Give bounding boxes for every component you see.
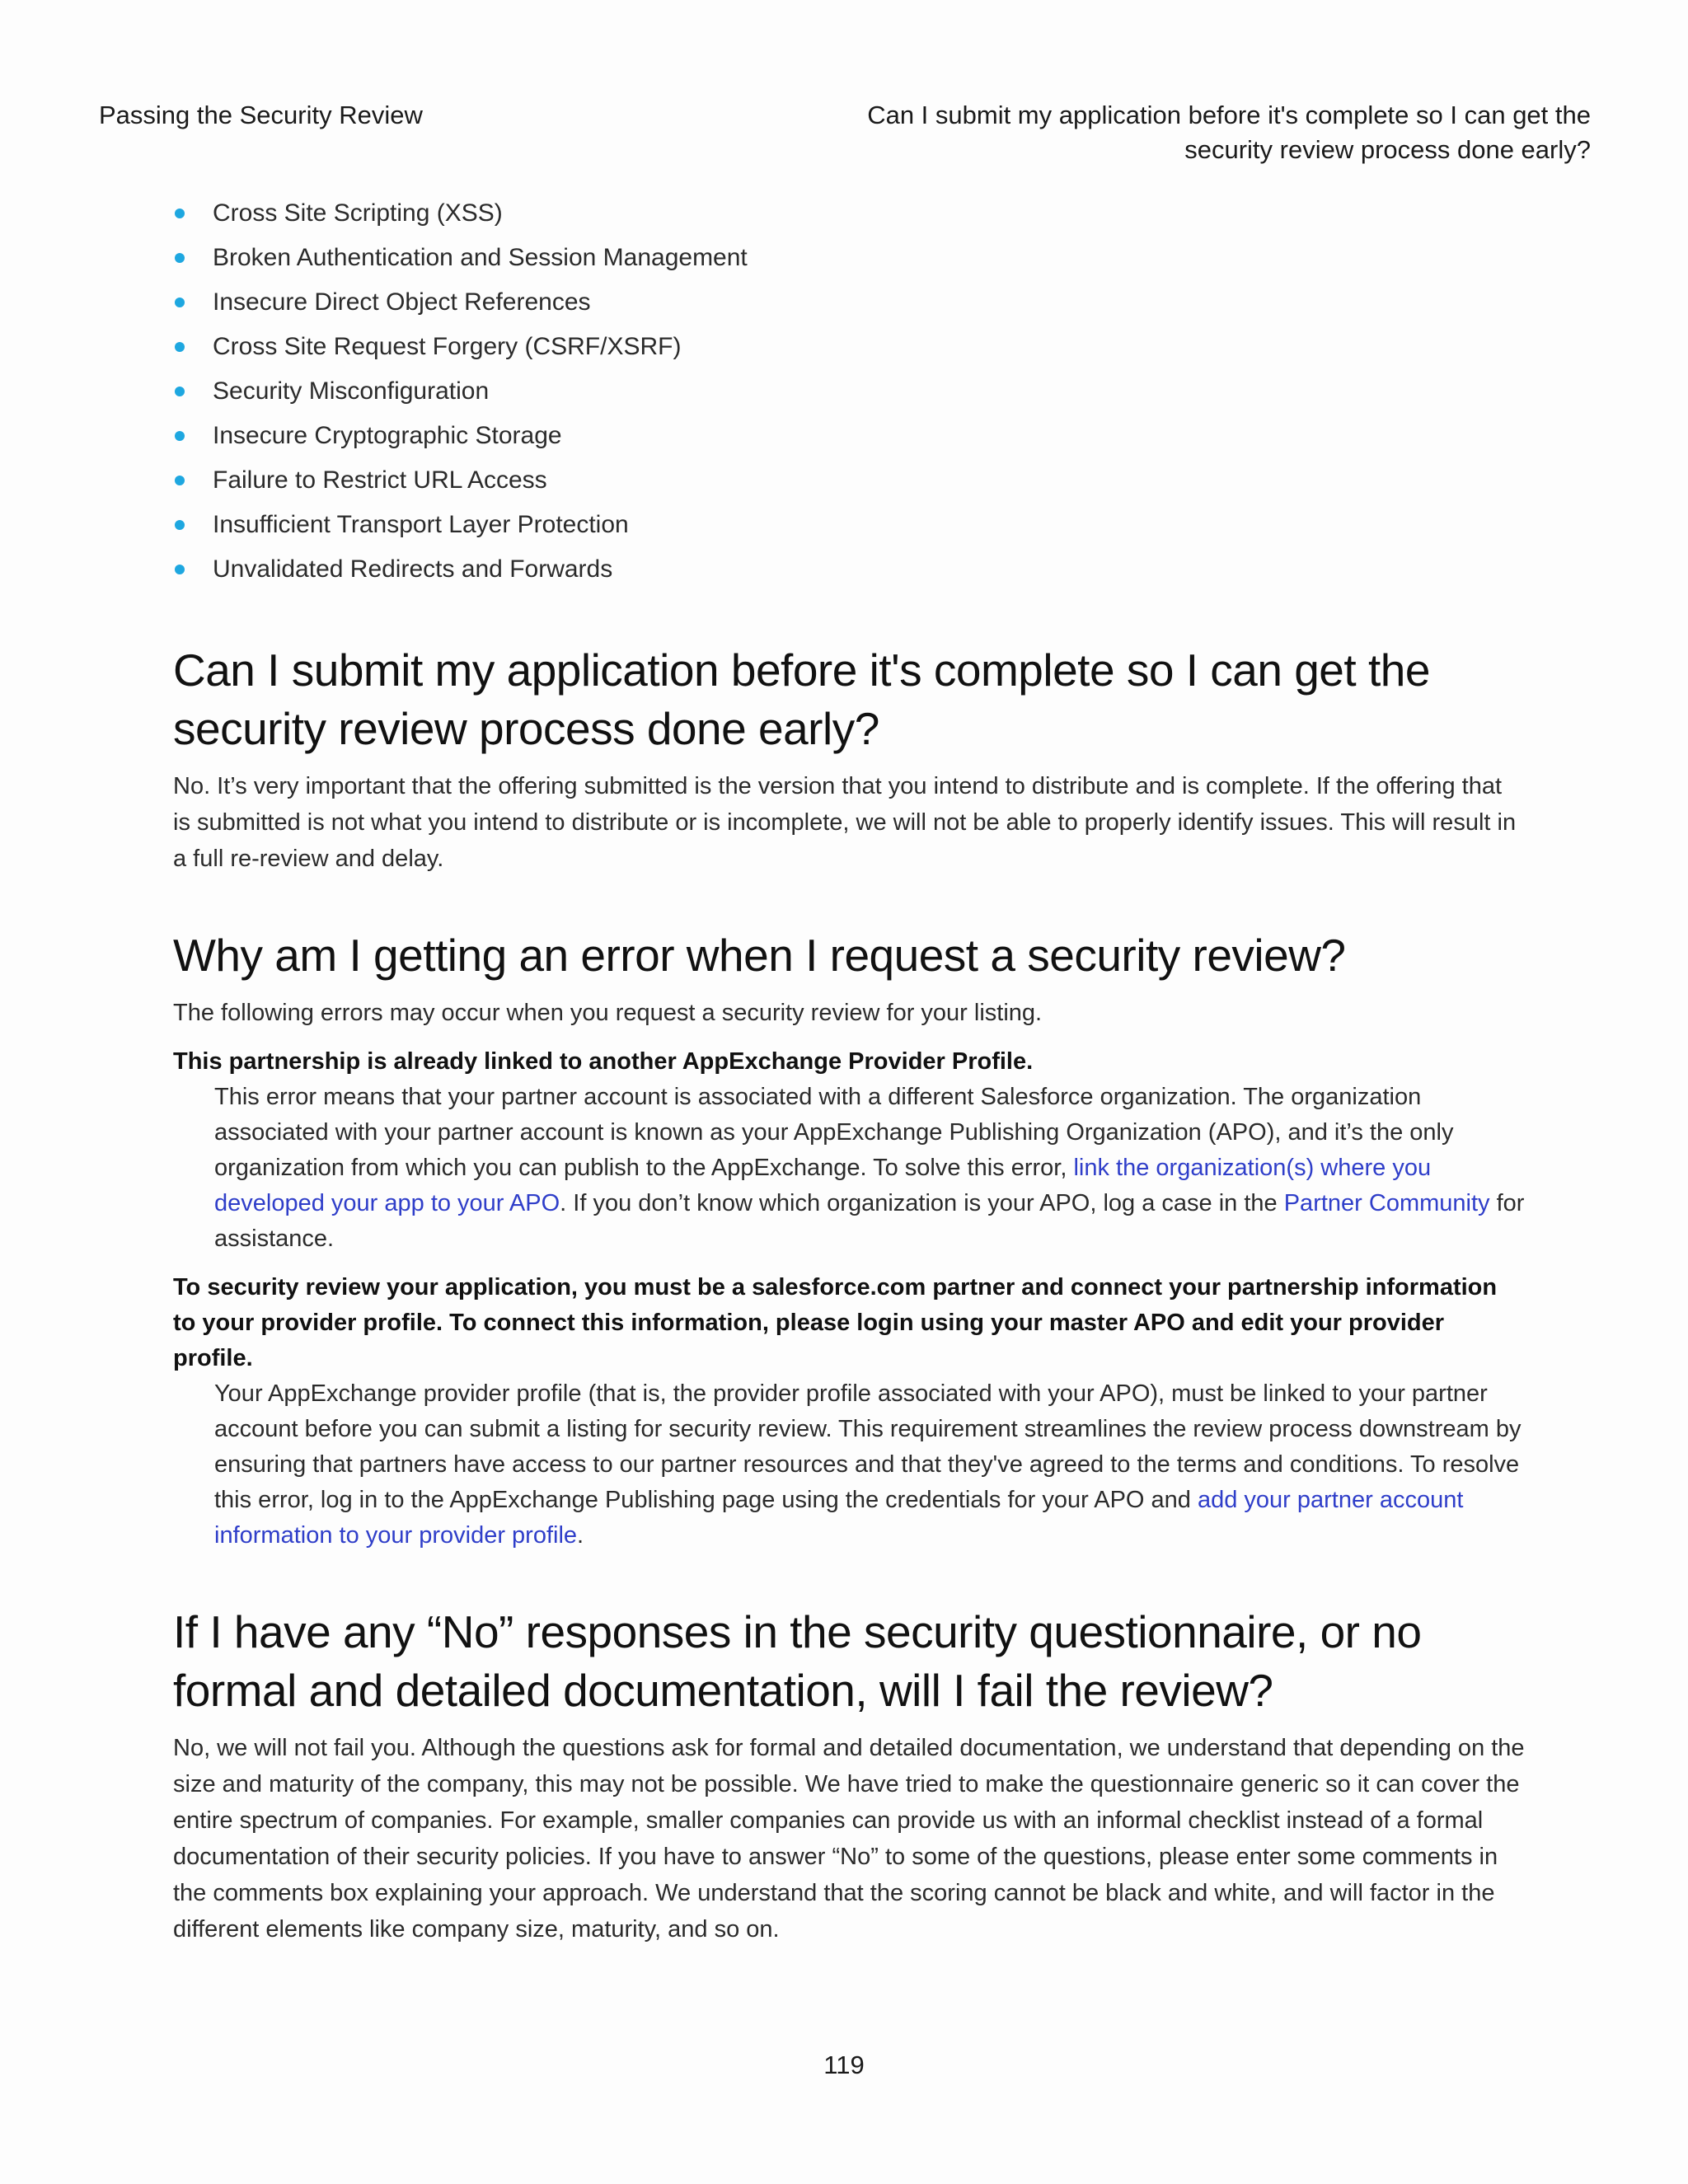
bullet-icon — [175, 476, 185, 485]
bullet-icon — [175, 298, 185, 307]
bullet-icon — [175, 565, 185, 574]
definition-text: . If you don’t know which organization is your APO, log a case in the — [560, 1190, 1284, 1216]
list-item-text: Insufficient Transport Layer Protection — [213, 511, 629, 538]
vulnerability-list — [173, 191, 1525, 592]
link-organization-to-apo[interactable]: link the organization(s) where you developed your app to your APO — [214, 1155, 1432, 1216]
list-item-text: Insecure Cryptographic Storage — [213, 422, 562, 449]
list-item — [173, 547, 1525, 592]
error-term-2: To security review your application, you must be a salesforce.com partner and connect your partnership information to your provider profile. To connect this information, please login using your master APO and edit your provider profile. — [173, 1274, 1498, 1371]
list-item-text: Security Misconfiguration — [213, 377, 490, 405]
bullet-icon — [175, 520, 185, 530]
list-item — [173, 369, 1525, 414]
list-item-text: Cross Site Scripting (XSS) — [213, 199, 503, 227]
section-submit-early — [173, 641, 1525, 877]
list-item-text: Insecure Direct Object References — [213, 288, 591, 316]
error-definition-2 — [214, 1376, 1525, 1554]
list-item — [173, 236, 1525, 280]
error-definition-1 — [214, 1080, 1525, 1257]
error-term-1: This partnership is already linked to another AppExchange Provider Profile. — [173, 1048, 1034, 1075]
page-number: 119 — [823, 2050, 865, 2079]
page-header — [99, 95, 1591, 169]
list-item-text: Failure to Restrict URL Access — [213, 466, 547, 494]
definition-text: Your AppExchange provider profile (that is, the provider profile associated with your APO), must be linked to your partner account before you can submit a listing for security review. This requirement streamlines the review process downstream by ensuring that partners have access to our partner resources and that they've agreed to the terms and conditions. To resolve this error, log in to the AppExchange Publishing page using the credentials for your APO and — [214, 1380, 1522, 1513]
definition-text: for assistance. — [214, 1190, 1525, 1252]
header-chapter-title: Passing the Security Review — [99, 101, 423, 129]
bullet-icon — [175, 431, 185, 441]
section-intro: The following errors may occur when you request a security review for your listing. — [173, 1000, 1043, 1026]
list-item — [173, 280, 1525, 325]
bullet-icon — [175, 342, 185, 352]
page-content — [173, 191, 1525, 1947]
list-item — [173, 503, 1525, 547]
section-heading: Can I submit my application before it's complete so I can get the security review process done early? — [173, 644, 1430, 754]
list-item-text: Cross Site Request Forgery (CSRF/XSRF) — [213, 333, 682, 360]
section-body: No, we will not fail you. Although the questions ask for formal and detailed documentation, we understand that depending on the size and maturity of the company, this may not be possible. We have tried to make the questionnaire generic so it can cover the entire spectrum of companies. For example, smaller companies can provide us with an informal checklist instead of a formal documentation of their security policies. If you have to answer “No” to some of the questions, please enter some comments in the comments box explaining your approach. We understand that the scoring cannot be black and white, and will factor in the different elements like company size, maturity, and so on. — [173, 1735, 1525, 1943]
bullet-icon — [175, 209, 185, 218]
list-item — [173, 458, 1525, 503]
bullet-icon — [175, 387, 185, 396]
section-body: No. It’s very important that the offering submitted is the version that you intend to distribute and is complete. If the offering that is submitted is not what you intend to distribute or is incomplete, we will not be able to properly identify issues. This will result in a full re-review and delay. — [173, 773, 1517, 872]
list-item — [173, 325, 1525, 369]
section-questionnaire — [173, 1603, 1525, 1947]
link-partner-community[interactable]: Partner Community — [1283, 1190, 1490, 1216]
definition-text: . — [577, 1522, 584, 1549]
list-item — [173, 414, 1525, 458]
definition-text: This error means that your partner account is associated with a different Salesforce organization. The organization associated with your partner account is known as your AppExchange Publishing Organization (APO), and it’s the only organization from which you can publish to the AppExchange. To solve this error, — [214, 1084, 1454, 1181]
list-item-text: Unvalidated Redirects and Forwards — [213, 555, 613, 583]
list-item-text: Broken Authentication and Session Management — [213, 244, 748, 271]
bullet-icon — [175, 253, 185, 263]
section-heading: If I have any “No” responses in the security questionnaire, or no formal and detailed documentation, will I fail the review? — [173, 1606, 1422, 1716]
header-section-title: Can I submit my application before it's complete so I can get the security review process done early? — [867, 101, 1591, 164]
list-item — [173, 191, 1525, 236]
link-add-partner-account[interactable]: add your partner account information to your provider profile — [214, 1487, 1464, 1549]
section-request-error — [173, 926, 1525, 1554]
section-heading: Why am I getting an error when I request a security review? — [173, 930, 1346, 981]
